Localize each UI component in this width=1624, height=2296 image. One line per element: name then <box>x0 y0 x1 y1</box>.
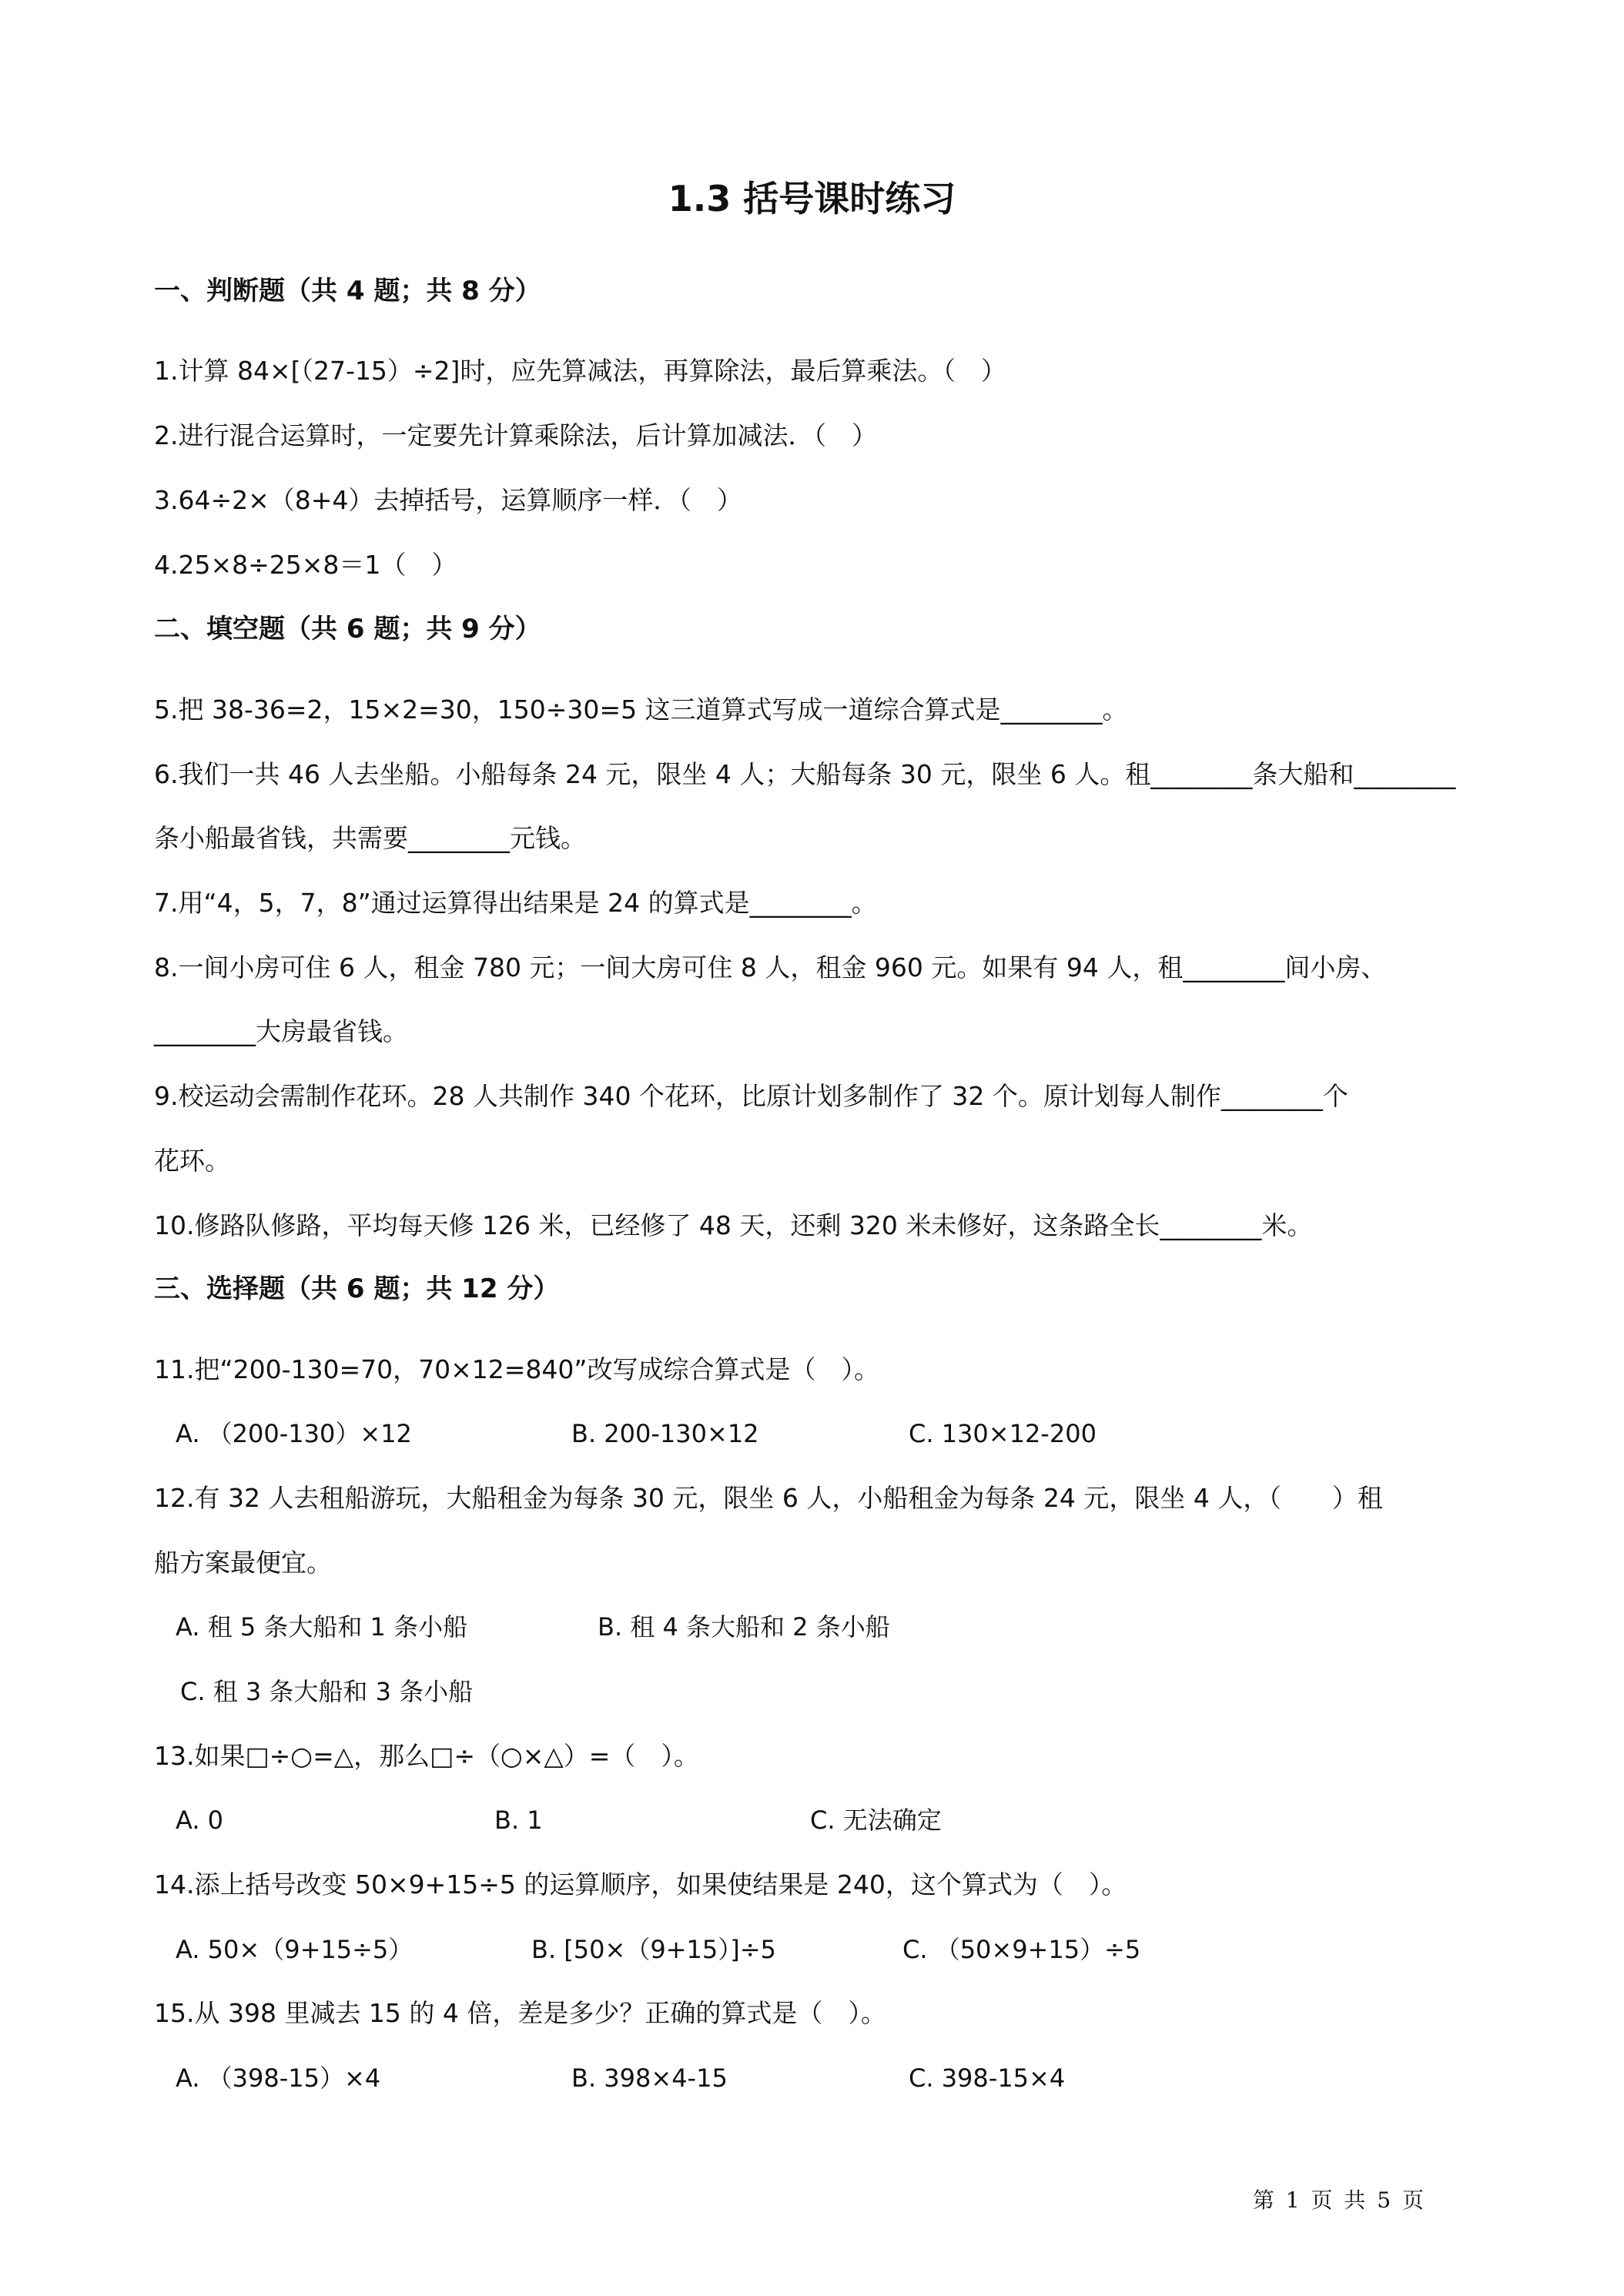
question-8-line-1: 8.一间小房可住 6 人，租金 780 元；一间大房可住 8 人，租金 960 元。如果有 94 人，租________间小房、 <box>154 952 1387 982</box>
question-10: 10.修路队修路，平均每天修 126 米，已经修了 48 天，还剩 320 米未修好，这条路全长________米。 <box>154 1210 1313 1240</box>
question-11-option-b: B. 200-130×12 <box>571 1419 759 1448</box>
section-heading-fill-blank: 二、填空题（共 6 题；共 9 分） <box>154 614 541 644</box>
question-13-option-b: B. 1 <box>494 1806 543 1835</box>
section-heading-true-false: 一、判断题（共 4 题；共 8 分） <box>154 276 541 306</box>
question-12-line-2: 船方案最便宜。 <box>154 1548 332 1578</box>
question-11-option-c: C. 130×12-200 <box>909 1419 1097 1448</box>
question-2: 2.进行混合运算时，一定要先计算乘除法，后计算加减法．（ ） <box>154 420 877 450</box>
question-6-line-1: 6.我们一共 46 人去坐船。小船每条 24 元，限坐 4 人；大船每条 30 元，限坐 6 人。租________条大船和________ <box>154 759 1456 789</box>
question-5: 5.把 38-36=2，15×2=30，150÷30=5 这三道算式写成一道综合算式是________。 <box>154 694 1128 725</box>
question-12-line-1: 12.有 32 人去租船游玩，大船租金为每条 30 元，限坐 6 人，小船租金为每条 24 元，限坐 4 人，（ ）租 <box>154 1483 1383 1513</box>
question-13-option-a: A. 0 <box>176 1806 224 1835</box>
question-13: 13.如果□÷○=△，那么□÷（○×△）=（ ）。 <box>154 1741 699 1771</box>
question-14-option-c: C. （50×9+15）÷5 <box>902 1935 1141 1964</box>
section-heading-multiple-choice: 三、选择题（共 6 题；共 12 分） <box>154 1274 560 1304</box>
question-15-option-a: A. （398-15）×4 <box>176 2063 381 2093</box>
question-14-option-b: B. [50×（9+15）]÷5 <box>531 1935 776 1964</box>
question-14-option-a: A. 50×（9+15÷5） <box>176 1935 414 1964</box>
page-number-footer: 第 1 页 共 5 页 <box>1252 2187 1424 2213</box>
question-15: 15.从 398 里减去 15 的 4 倍，差是多少？正确的算式是（ ）。 <box>154 1998 886 2028</box>
question-12-option-b: B. 租 4 条大船和 2 条小船 <box>598 1612 890 1642</box>
question-8-line-2: ________大房最省钱。 <box>154 1016 408 1046</box>
question-9-line-1: 9.校运动会需制作花环。28 人共制作 340 个花环，比原计划多制作了 32 个。原计划每人制作________个 <box>154 1081 1348 1111</box>
question-15-option-c: C. 398-15×4 <box>909 2063 1066 2093</box>
question-1: 1.计算 84×[（27-15）÷2]时，应先算减法，再算除法，最后算乘法。（ ） <box>154 356 1006 386</box>
question-4: 4.25×8÷25×8＝1（ ） <box>154 550 457 580</box>
question-14: 14.添上括号改变 50×9+15÷5 的运算顺序，如果使结果是 240，这个算式为（ ）。 <box>154 1869 1127 1899</box>
question-12-option-c: C. 租 3 条大船和 3 条小船 <box>180 1677 474 1706</box>
question-11-option-a: A. （200-130）×12 <box>176 1419 412 1448</box>
question-7: 7.用“4，5，7，8”通过运算得出结果是 24 的算式是________。 <box>154 888 877 918</box>
question-11: 11.把“200-130=70，70×12=840”改写成综合算式是（ ）。 <box>154 1354 879 1384</box>
question-6-line-2: 条小船最省钱，共需要________元钱。 <box>154 823 586 853</box>
question-12-option-a: A. 租 5 条大船和 1 条小船 <box>176 1612 468 1642</box>
page-title: 1.3 括号课时练习 <box>668 178 956 219</box>
question-9-line-2: 花环。 <box>154 1146 230 1176</box>
question-3: 3.64÷2×（8+4）去掉括号，运算顺序一样．（ ） <box>154 485 742 515</box>
question-13-option-c: C. 无法确定 <box>810 1806 942 1835</box>
question-15-option-b: B. 398×4-15 <box>571 2063 728 2093</box>
